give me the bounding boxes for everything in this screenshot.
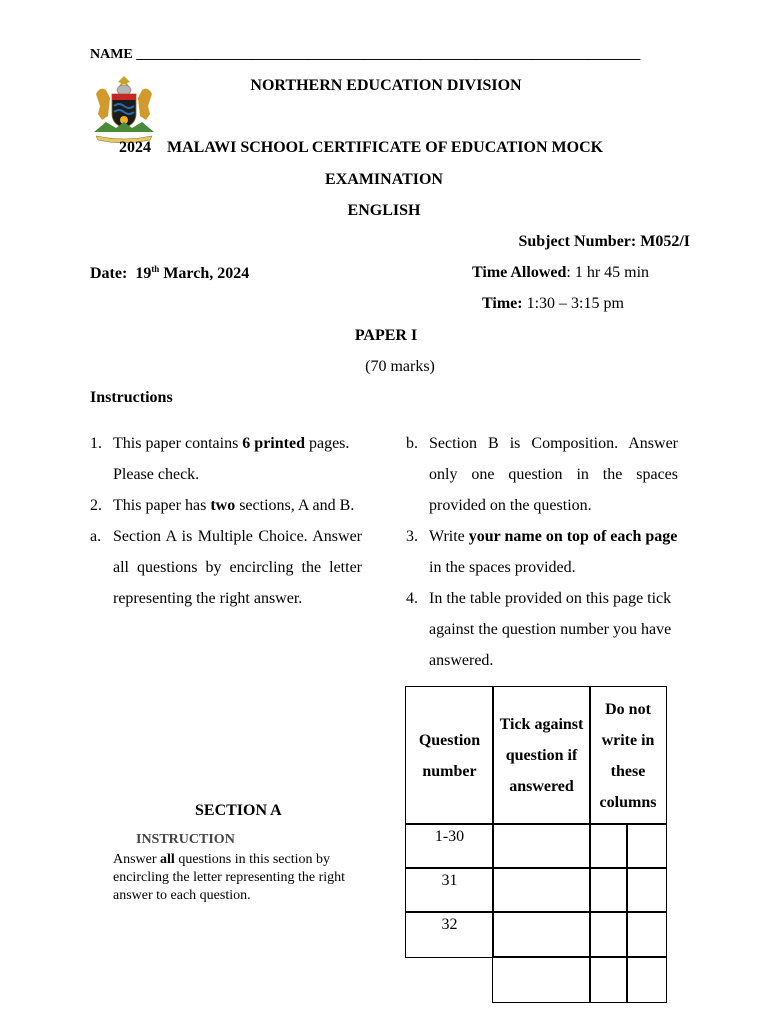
name-field[interactable]: NAME ________________________________________________________________________ <box>90 47 641 62</box>
subject-number: Subject Number: M052/I <box>518 233 690 250</box>
table-header-do-not-write <box>589 686 667 825</box>
item-number: b. <box>406 435 418 452</box>
table-row-question <box>405 911 494 958</box>
date-rest: March, 2024 <box>163 265 250 282</box>
reserved-cell <box>589 911 628 958</box>
tick-cell[interactable] <box>492 823 591 869</box>
answer-tracking-table <box>405 686 667 1004</box>
item-text-bold: 6 printed <box>242 435 305 452</box>
exam-title-line2: EXAMINATION <box>325 171 443 188</box>
tick-cell[interactable] <box>492 956 591 1003</box>
item-text: In the table provided on this page tick against the question number you have answered. <box>429 590 672 669</box>
instruction-item-b <box>406 428 678 521</box>
tick-cell[interactable] <box>492 911 591 958</box>
instruction-item-4 <box>406 583 678 676</box>
instructions-left-column <box>90 428 362 614</box>
instruction-text: Answer <box>113 852 161 867</box>
section-a-instruction-label: INSTRUCTION <box>136 832 235 847</box>
instruction-item-1 <box>90 428 362 490</box>
tick-cell[interactable] <box>492 867 591 913</box>
item-text-bold: two <box>210 497 236 514</box>
exam-title-text: MALAWI SCHOOL CERTIFICATE OF EDUCATION MOCK <box>167 139 604 156</box>
item-number: 3. <box>406 528 418 545</box>
header-text: Question number <box>418 731 481 780</box>
instruction-text: questions in this section by encircling the letter representing the right answer to each question. <box>113 852 346 903</box>
exam-time <box>482 295 624 313</box>
table-row-question <box>405 823 494 869</box>
item-text: Section A is Multiple Choice. Answer all questions by encircling the letter representing the right answer. <box>113 528 362 607</box>
table-header-question-number <box>405 686 494 825</box>
time-allowed-value: : 1 hr 45 min <box>566 264 650 281</box>
paper-heading: PAPER I <box>354 327 418 344</box>
reserved-cell <box>626 823 667 869</box>
instruction-item-3 <box>406 521 678 583</box>
reserved-cell <box>589 823 628 869</box>
section-a-heading: SECTION A <box>195 802 282 819</box>
item-text: in the spaces provided. <box>429 559 576 576</box>
table-header-tick <box>492 686 591 825</box>
item-text: This paper has <box>113 497 211 514</box>
time-allowed <box>472 264 649 282</box>
item-text: Section B is Composition. Answer only one question in the spaces provided on the question. <box>429 435 678 514</box>
table-row-question <box>405 867 494 913</box>
reserved-cell <box>626 911 667 958</box>
date-label: Date: <box>90 265 128 282</box>
exam-year: 2024 <box>119 139 151 156</box>
item-number: 4. <box>406 590 418 607</box>
instruction-text-bold: all <box>160 852 175 867</box>
item-number: 1. <box>90 435 102 452</box>
instruction-item-2 <box>90 490 362 521</box>
reserved-cell <box>626 956 667 1003</box>
time-value: 1:30 – 3:15 pm <box>526 295 624 312</box>
item-number: a. <box>90 528 102 545</box>
time-allowed-label: Time Allowed <box>472 264 567 281</box>
total-marks: (70 marks) <box>365 358 435 375</box>
item-text-bold: your name on top of each page <box>468 528 678 545</box>
exam-title-line1 <box>119 139 603 157</box>
item-text: pages. Please check. <box>113 435 350 483</box>
reserved-cell <box>589 956 628 1003</box>
header-text: Do not write in these columns <box>599 700 657 811</box>
instructions-heading: Instructions <box>90 389 173 406</box>
item-number: 2. <box>90 497 102 514</box>
header-text: Tick against question if answered <box>499 716 584 795</box>
question-number: 1-30 <box>434 828 465 845</box>
exam-date <box>90 264 249 283</box>
section-a-instruction-text <box>113 851 373 905</box>
question-number: 31 <box>441 872 458 889</box>
date-day: 19 <box>135 265 152 282</box>
division-heading: NORTHERN EDUCATION DIVISION <box>250 77 522 94</box>
reserved-cell <box>589 867 628 913</box>
question-number: 32 <box>441 916 458 933</box>
instructions-right-column <box>406 428 678 676</box>
time-label: Time: <box>482 295 523 312</box>
subject-heading: ENGLISH <box>347 202 421 219</box>
instruction-item-a <box>90 521 362 614</box>
item-text: Write <box>429 528 469 545</box>
reserved-cell <box>626 867 667 913</box>
item-text: sections, A and B. <box>235 497 355 514</box>
date-suffix: th <box>151 264 160 274</box>
item-text: This paper contains <box>113 435 243 452</box>
